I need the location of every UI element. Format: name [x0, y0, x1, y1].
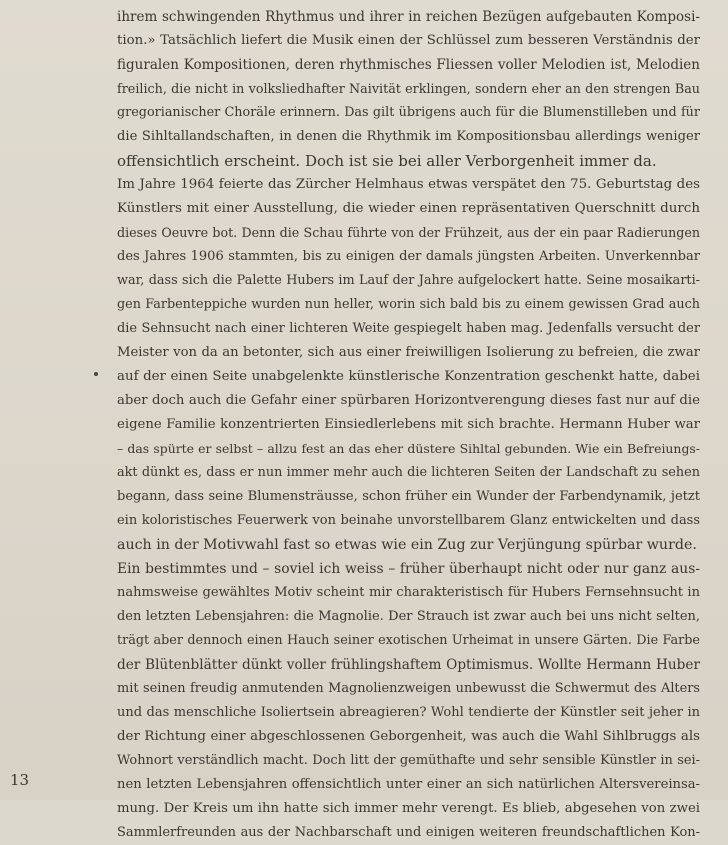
text-line-3: figuralen Kompositionen, deren rhythmisches Fliessen voller Melodien ist, Melodien — [117, 57, 700, 73]
text-line-12: war, dass sich die Palette Hubers im Lauf der Jahre aufgelockert hatte. Seine mosaikarti- — [117, 273, 700, 288]
text-line-11: des Jahres 1906 stammten, bis zu einigen der damals jüngsten Arbeiten. Unverkennbar — [117, 249, 700, 264]
text-line-18: eigene Familie konzentrierten Einsiedlerlebens mit sich brachte. Hermann Huber war — [117, 417, 700, 432]
text-line-24: Ein bestimmtes und – soviel ich weiss – früher überhaupt nicht oder nur ganz aus- — [117, 561, 700, 577]
text-line-32: Wohnort verständlich macht. Doch litt der gemüthafte und sehr sensible Künstler in sei- — [117, 753, 700, 768]
text-line-13: gen Farbenteppiche wurden nun heller, worin sich bald bis zu einem gewissen Grad auch — [117, 297, 700, 312]
text-line-25: nahmsweise gewähltes Motiv scheint mir charakteristisch für Hubers Fernsehnsucht in — [117, 585, 700, 600]
text-line-31: der Richtung einer abgeschlossenen Geborgenheit, was auch die Wahl Sihlbruggs als — [117, 729, 700, 744]
text-line-30: und das menschliche Isoliertsein abreagieren? Wohl tendierte der Künstler seit jeher in — [117, 705, 700, 720]
text-line-22: ein koloristisches Feuerwerk von beinahe unvorstellbarem Glanz entwickelten und dass — [117, 513, 700, 528]
text-line-14: die Sehnsucht nach einer lichteren Weite gespiegelt haben mag. Jedenfalls versucht der — [117, 321, 700, 336]
body-text — [117, 5, 700, 845]
text-line-27: trägt aber dennoch einen Hauch seiner exotischen Urheimat in unsere Gärten. Die Farbe — [117, 633, 700, 648]
text-line-6: die Sihltallandschaften, in denen die Rhythmik im Kompositionsbau allerdings weniger — [117, 129, 700, 144]
text-line-28: der Blütenblätter dünkt voller frühlingshaftem Optimismus. Wollte Hermann Huber — [117, 657, 700, 673]
text-line-1: ihrem schwingenden Rhythmus und ihrer in reichen Bezügen aufgebauten Komposi- — [117, 9, 700, 25]
text-line-20: akt dünkt es, dass er nun immer mehr auch die lichteren Seiten der Landschaft zu sehen — [117, 465, 700, 480]
text-line-16: auf der einen Seite unabgelenkte künstlerische Konzentration geschenkt hatte, dabei — [117, 369, 700, 384]
text-line-9: Künstlers mit einer Ausstellung, die wieder einen repräsentativen Querschnitt durch — [117, 201, 700, 216]
text-line-7: offensichtlich erscheint. Doch ist sie bei aller Verborgenheit immer da. — [117, 152, 657, 170]
text-line-15: Meister von da an betonter, sich aus einer freiwilligen Isolierung zu befreien, die zwar — [117, 345, 700, 360]
margin-dot — [94, 372, 98, 376]
text-line-10: dieses Oeuvre bot. Denn die Schau führte von der Frühzeit, aus der ein paar Radierungen — [117, 225, 700, 240]
text-line-17: aber doch auch die Gefahr einer spürbaren Horizontverengung dieses fast nur auf die — [117, 393, 700, 408]
text-line-33: nen letzten Lebensjahren offensichtlich unter einer an sich natürlichen Altersvereinsa- — [117, 777, 700, 792]
text-line-23: auch in der Motivwahl fast so etwas wie ein Zug zur Verjüngung spürbar wurde. — [117, 537, 697, 553]
page-number: 13 — [10, 771, 30, 789]
text-line-34: mung. Der Kreis um ihn hatte sich immer mehr verengt. Es blieb, abgesehen von zwei — [117, 801, 700, 816]
text-line-21: begann, dass seine Blumensträusse, schon früher ein Wunder der Farbendynamik, jetzt — [117, 489, 700, 504]
text-line-19: – das spürte er selbst – allzu fest an das eher düstere Sihltal gebunden. Wie ein Befreiungs- — [117, 441, 700, 456]
text-line-26: den letzten Lebensjahren: die Magnolie. Der Strauch ist zwar auch bei uns nicht selten, — [117, 609, 700, 624]
text-line-4: freilich, die nicht in volksliedhafter Naivität erklingen, sondern eher an den strengen Bau — [117, 81, 700, 96]
text-line-35: Sammlerfreunden aus der Nachbarschaft und einigen weiteren freundschaftlichen Kon- — [117, 825, 700, 840]
text-line-29: mit seinen freudig anmutenden Magnolienzweigen unbewusst die Schwermut des Alters — [117, 681, 700, 696]
text-line-2: tion.» Tatsächlich liefert die Musik einen der Schlüssel zum besseren Verständnis der — [117, 33, 700, 48]
text-line-5: gregorianischer Choräle erinnern. Das gilt übrigens auch für die Blumenstilleben und für — [117, 105, 700, 120]
text-line-8: Im Jahre 1964 feierte das Zürcher Helmhaus etwas verspätet den 75. Geburtstag des — [117, 177, 700, 192]
